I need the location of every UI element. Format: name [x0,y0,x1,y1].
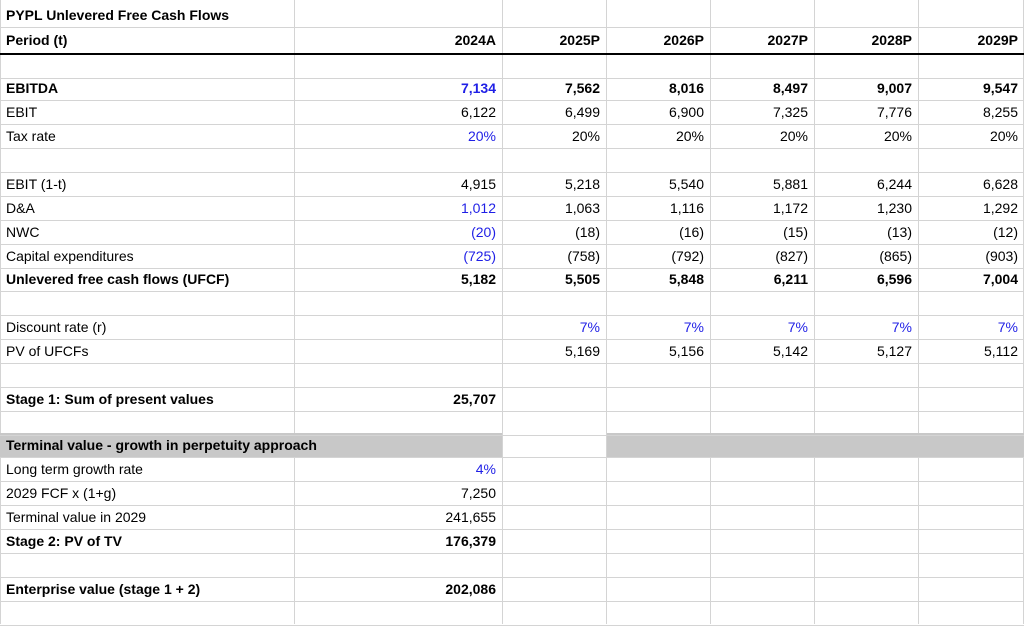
cell-value[interactable]: 7,562 [564,80,600,96]
table-row [0,530,1024,554]
spacer-row [0,412,1024,436]
cell-value[interactable]: (12) [993,224,1018,240]
table-row [0,506,1024,530]
cell-value[interactable]: 7% [579,319,600,335]
period-label[interactable]: Period (t) [6,32,68,48]
cell-value[interactable]: (903) [985,248,1018,264]
cell-value[interactable]: 5,182 [460,271,496,287]
cell-value[interactable]: 20% [989,128,1018,144]
row-label[interactable]: NWC [6,224,40,240]
cell-value[interactable]: 20% [467,128,496,144]
column-header-2024A[interactable]: 2024A [454,32,496,48]
table-row [0,268,1024,292]
cell-value[interactable]: (758) [567,248,600,264]
cell-value[interactable]: 7% [891,319,912,335]
row-label[interactable]: Stage 2: PV of TV [6,533,122,549]
cell-value[interactable]: 241,655 [445,509,496,525]
cell-value[interactable]: 5,142 [772,343,808,359]
spacer-row [0,149,1024,173]
cell-value[interactable]: 20% [883,128,912,144]
cell-value[interactable]: 1,012 [460,200,496,216]
spacer-row [0,602,1024,626]
cell-value[interactable]: (827) [775,248,808,264]
cell-value[interactable]: 5,540 [668,176,704,192]
table-row [0,388,1024,412]
cell-value[interactable]: (16) [679,224,704,240]
row-label[interactable]: Terminal value in 2029 [6,509,147,525]
table-row [0,434,1024,458]
table-row [0,101,1024,125]
cell-value[interactable]: 1,230 [876,200,912,216]
cell-value[interactable]: (15) [783,224,808,240]
cell-value[interactable]: 5,156 [668,343,704,359]
cell-value[interactable]: 202,086 [445,581,496,597]
table-row [0,173,1024,197]
row-label[interactable]: Terminal value - growth in perpetuity approach [6,437,317,453]
table-row [0,578,1024,602]
cell-value[interactable]: 7,325 [772,104,808,120]
table-row [0,316,1024,340]
spacer-row [0,292,1024,316]
cell-value[interactable]: 25,707 [453,391,496,407]
cell-value[interactable]: 6,596 [876,271,912,287]
cell-value[interactable]: (20) [471,224,496,240]
row-label[interactable]: Discount rate (r) [6,319,107,335]
cell-value[interactable]: 176,379 [445,533,496,549]
cell-value[interactable]: 1,172 [772,200,808,216]
row-label[interactable]: EBIT (1-t) [6,176,67,192]
table-row [0,458,1024,482]
cell-value[interactable]: 5,127 [876,343,912,359]
cell-value[interactable]: 4% [475,461,496,477]
header-row [0,29,1024,53]
column-header-2025P[interactable]: 2025P [559,32,600,48]
spacer-row [0,554,1024,578]
header-underline [0,53,1024,55]
cell-value[interactable]: 1,292 [982,200,1018,216]
cell-value[interactable]: (13) [887,224,912,240]
table-row [0,245,1024,269]
row-label[interactable]: Unlevered free cash flows (UFCF) [6,271,230,287]
column-header-2026P[interactable]: 2026P [663,32,704,48]
table-row [0,197,1024,221]
sheet-title[interactable]: PYPL Unlevered Free Cash Flows [6,7,230,23]
cell-value[interactable]: 5,112 [984,343,1018,359]
cell-value[interactable]: 6,499 [564,104,600,120]
row-label[interactable]: Long term growth rate [6,461,143,477]
cell-value[interactable]: 20% [779,128,808,144]
cell-value[interactable]: 7,250 [460,485,496,501]
cell-value[interactable]: 8,255 [982,104,1018,120]
column-header-2028P[interactable]: 2028P [871,32,912,48]
row-label[interactable]: EBIT [6,104,38,120]
table-row [0,340,1024,364]
cell-value[interactable]: (792) [671,248,704,264]
row-label[interactable]: EBITDA [6,80,59,96]
cell-value[interactable]: 4,915 [460,176,496,192]
cell-value[interactable]: 5,881 [772,176,808,192]
cell-value[interactable]: 7,004 [982,271,1018,287]
row-label[interactable]: Stage 1: Sum of present values [6,391,214,407]
row-label[interactable]: Enterprise value (stage 1 + 2) [6,581,201,597]
cell-value[interactable]: (18) [575,224,600,240]
table-row [0,125,1024,149]
cell-value[interactable]: 1,116 [670,200,704,216]
row-label[interactable]: 2029 FCF x (1+g) [6,485,117,501]
cell-value[interactable]: 7,134 [460,80,496,96]
column-header-2027P[interactable]: 2027P [767,32,808,48]
cell-value[interactable]: 8,497 [772,80,808,96]
cell-value[interactable]: 1,063 [564,200,600,216]
cell-value[interactable]: 7,776 [876,104,912,120]
column-header-2029P[interactable]: 2029P [977,32,1018,48]
cell-value[interactable]: 6,900 [668,104,704,120]
cell-value[interactable]: 20% [571,128,600,144]
cell-value[interactable]: 7% [787,319,808,335]
spacer-row [0,55,1024,79]
table-row [0,221,1024,245]
cell-value[interactable]: (725) [463,248,496,264]
cell-value[interactable]: 6,628 [982,176,1018,192]
cell-value[interactable]: 6,244 [876,176,912,192]
cell-value[interactable]: 9,007 [876,80,912,96]
cell-value[interactable]: 7% [997,319,1018,335]
title-row [0,4,1024,28]
cell-value[interactable]: 5,505 [564,271,600,287]
table-row [0,77,1024,101]
cell-value[interactable]: 5,218 [564,176,600,192]
cell-value[interactable]: 9,547 [982,80,1018,96]
cell-value[interactable]: (865) [879,248,912,264]
row-label[interactable]: Tax rate [6,128,56,144]
row-label[interactable]: PV of UFCFs [6,343,89,359]
row-label[interactable]: D&A [6,200,35,216]
cell-value[interactable]: 6,122 [460,104,496,120]
cell-value[interactable]: 20% [675,128,704,144]
table-row [0,482,1024,506]
cell-value[interactable]: 6,211 [773,271,808,287]
cell-value[interactable]: 5,169 [564,343,600,359]
cell-value[interactable]: 8,016 [668,80,704,96]
spacer-row [0,364,1024,388]
row-label[interactable]: Capital expenditures [6,248,134,264]
cell-value[interactable]: 5,848 [668,271,704,287]
cell-value[interactable]: 7% [683,319,704,335]
